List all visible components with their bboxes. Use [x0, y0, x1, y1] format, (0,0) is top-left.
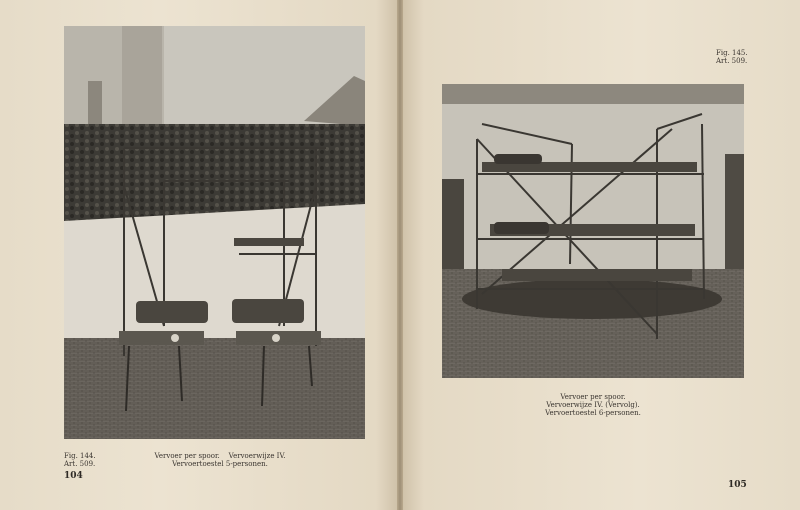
caption-detail: Vervoertoestel 6-personen. — [545, 409, 641, 417]
book-gutter — [397, 0, 403, 510]
caption-subtitle: Vervoerwijze IV. (Vervolg). — [546, 401, 640, 409]
page-number: 105 — [728, 480, 747, 490]
photo-stretcher-frame-5-persons — [64, 26, 365, 439]
caption-subtitle: Vervoertoestel 5-personen. — [172, 460, 268, 468]
page-number: 104 — [64, 471, 83, 481]
article-label: Art. 509. — [64, 460, 96, 468]
right-page — [400, 0, 800, 510]
article-label: Art. 509. — [716, 57, 748, 65]
photo-stretcher-frame-6-persons — [442, 84, 744, 378]
caption-title: Vervoer per spoor. — [560, 393, 626, 401]
caption-title: Vervoer per spoor. Vervoerwijze IV. — [154, 452, 286, 460]
figure-label: Fig. 144. — [64, 452, 96, 460]
figure-label: Fig. 145. — [716, 49, 748, 57]
